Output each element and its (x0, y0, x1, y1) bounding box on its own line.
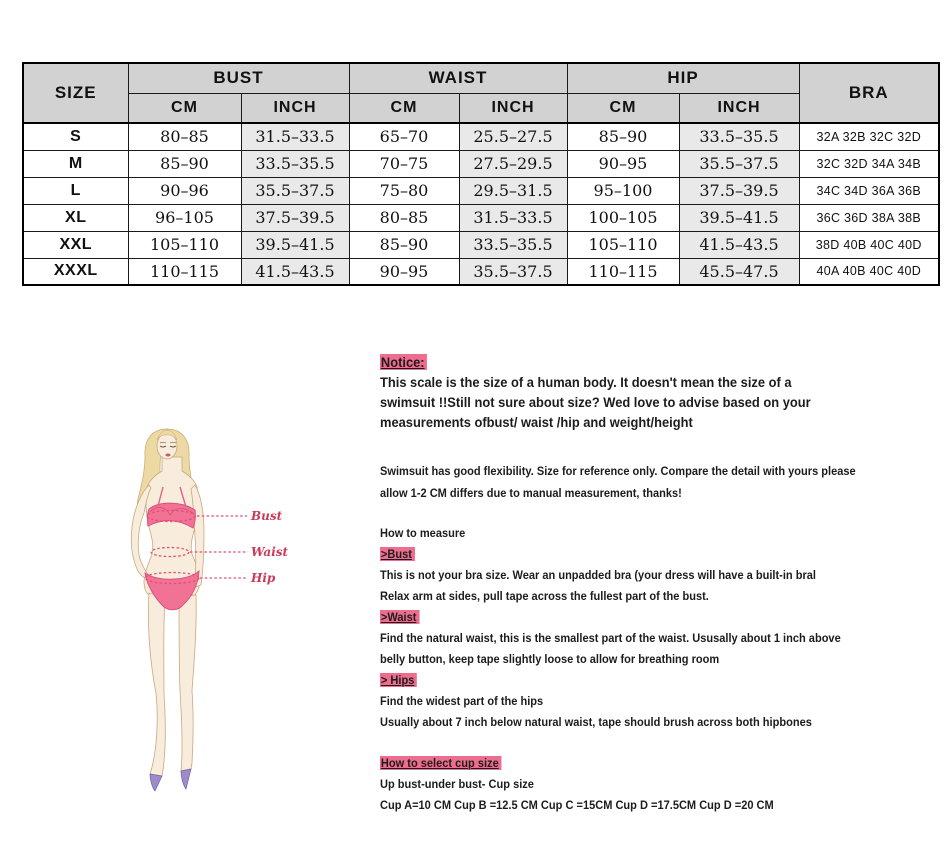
header-bust-inch: INCH (241, 93, 349, 123)
hip-cm-cell: 105–110 (567, 231, 679, 258)
figure-lips (165, 454, 170, 457)
waist-inch-cell: 35.5–37.5 (459, 258, 567, 285)
hip-cm-cell: 85–90 (567, 123, 679, 150)
hip-cm-cell: 100–105 (567, 204, 679, 231)
waist-inch-cell: 29.5–31.5 (459, 177, 567, 204)
waist-inch-cell: 31.5–33.5 (459, 204, 567, 231)
hip-inch-cell: 39.5–41.5 (679, 204, 799, 231)
waist-instruction-line: Find the natural waist, this is the smallest part of the waist. Ususally about 1 inch above (380, 631, 841, 645)
header-hip-inch: INCH (679, 93, 799, 123)
bust-instruction-line: Relax arm at sides, pull tape across the fullest part of the bust. (380, 589, 709, 603)
hip-inch-cell: 37.5–39.5 (679, 177, 799, 204)
bra-cell: 38D 40B 40C 40D (799, 231, 939, 258)
figure-shoe-right (181, 769, 191, 789)
notice-intro-line: This scale is the size of a human body. It doesn't mean the size of a (380, 374, 792, 390)
waist-inch-cell: 27.5–29.5 (459, 150, 567, 177)
header-hip: HIP (567, 63, 799, 93)
header-bust-cm: CM (128, 93, 241, 123)
bust-label: Bust (251, 509, 283, 523)
hip-cm-cell: 90–95 (567, 150, 679, 177)
bust-cm-cell: 85–90 (128, 150, 241, 177)
waist-cm-cell: 65–70 (349, 123, 459, 150)
waist-label: Waist (251, 545, 289, 559)
size-notes (380, 352, 940, 816)
hips-instruction-line: Find the widest part of the hips (380, 694, 544, 708)
header-waist-cm: CM (349, 93, 459, 123)
size-label: XXXL (23, 258, 128, 285)
cup-size-line: Cup A=10 CM Cup B =12.5 CM Cup C =15CM Cup D =17.5CM Cup D =20 CM (380, 798, 774, 812)
bust-instruction-line: This is not your bra size. Wear an unpadded bra (your dress will have a built-in bral (380, 568, 816, 582)
notice-intro-line: measurements ofbust/ waist /hip and weight/height (380, 414, 693, 430)
waist-inch-cell: 33.5–35.5 (459, 231, 567, 258)
bust-cm-cell: 105–110 (128, 231, 241, 258)
notice-heading-line (380, 352, 895, 372)
bra-cell: 32C 32D 34A 34B (799, 150, 939, 177)
spacer (380, 733, 940, 753)
size-label: XL (23, 204, 128, 231)
notice-heading: Notice: (380, 354, 427, 370)
header-bra: BRA (799, 63, 939, 123)
flexibility-line: allow 1-2 CM differs due to manual measurement, thanks! (380, 486, 682, 500)
bust-inch-cell: 41.5–43.5 (241, 258, 349, 285)
waist-cm-cell: 70–75 (349, 150, 459, 177)
bust-cm-cell: 110–115 (128, 258, 241, 285)
bust-cm-cell: 96–105 (128, 204, 241, 231)
header-bust: BUST (128, 63, 349, 93)
size-row-m (23, 150, 939, 177)
bra-cell: 34C 34D 36A 36B (799, 177, 939, 204)
bust-inch-cell: 31.5–33.5 (241, 123, 349, 150)
bust-inch-cell: 37.5–39.5 (241, 204, 349, 231)
bust-heading: >Bust (380, 547, 415, 561)
bra-cell: 32A 32B 32C 32D (799, 123, 939, 150)
bra-cell: 36C 36D 38A 38B (799, 204, 939, 231)
bust-inch-cell: 33.5–35.5 (241, 150, 349, 177)
figure-leg-left (148, 593, 165, 776)
bust-inch-cell: 35.5–37.5 (241, 177, 349, 204)
bust-inch-cell: 39.5–41.5 (241, 231, 349, 258)
figure-leg-right (179, 595, 196, 771)
spacer (380, 504, 940, 523)
hips-heading: > Hips (380, 673, 417, 687)
size-row-l (23, 177, 939, 204)
cup-size-heading-line (380, 753, 895, 774)
notice-intro-line: swimsuit !!Still not sure about size? Wed love to advise based on your (380, 394, 811, 410)
cup-size-line: Up bust-under bust- Cup size (380, 777, 534, 791)
hip-cm-cell: 95–100 (567, 177, 679, 204)
hips-instruction-line: Usually about 7 inch below natural waist, tape should brush across both hipbones (380, 715, 812, 729)
spacer (380, 432, 940, 460)
hip-inch-cell: 45.5–47.5 (679, 258, 799, 285)
size-row-s (23, 123, 939, 150)
size-label: M (23, 150, 128, 177)
header-waist: WAIST (349, 63, 567, 93)
size-label: XXL (23, 231, 128, 258)
measurement-figure (105, 425, 335, 820)
size-label: S (23, 123, 128, 150)
hip-label: Hip (251, 571, 276, 585)
waist-cm-cell: 75–80 (349, 177, 459, 204)
hip-cm-cell: 110–115 (567, 258, 679, 285)
hip-inch-cell: 33.5–35.5 (679, 123, 799, 150)
header-size: SIZE (23, 63, 128, 123)
hips-heading-line (380, 670, 895, 691)
waist-instruction-line: belly button, keep tape slightly loose to allow for breathing room (380, 652, 720, 666)
model-illustration (105, 425, 335, 820)
size-row-xxl (23, 231, 939, 258)
waist-heading-line (380, 607, 895, 628)
header-waist-inch: INCH (459, 93, 567, 123)
bust-cm-cell: 80–85 (128, 123, 241, 150)
hip-inch-cell: 41.5–43.5 (679, 231, 799, 258)
waist-cm-cell: 85–90 (349, 231, 459, 258)
size-row-xl (23, 204, 939, 231)
waist-heading: >Waist (380, 610, 419, 624)
waist-inch-cell: 25.5–27.5 (459, 123, 567, 150)
size-chart-table (22, 62, 940, 286)
figure-shoe-left (150, 774, 162, 791)
header-hip-cm: CM (567, 93, 679, 123)
hip-inch-cell: 35.5–37.5 (679, 150, 799, 177)
flexibility-line: Swimsuit has good flexibility. Size for reference only. Compare the detail with yours please (380, 464, 856, 478)
size-label: L (23, 177, 128, 204)
waist-cm-cell: 80–85 (349, 204, 459, 231)
bra-cell: 40A 40B 40C 40D (799, 258, 939, 285)
bust-heading-line (380, 544, 895, 565)
cup-size-heading: How to select cup size (380, 756, 501, 770)
waist-cm-cell: 90–95 (349, 258, 459, 285)
size-row-xxxl (23, 258, 939, 285)
how-to-measure-heading: How to measure (380, 526, 466, 540)
bust-cm-cell: 90–96 (128, 177, 241, 204)
